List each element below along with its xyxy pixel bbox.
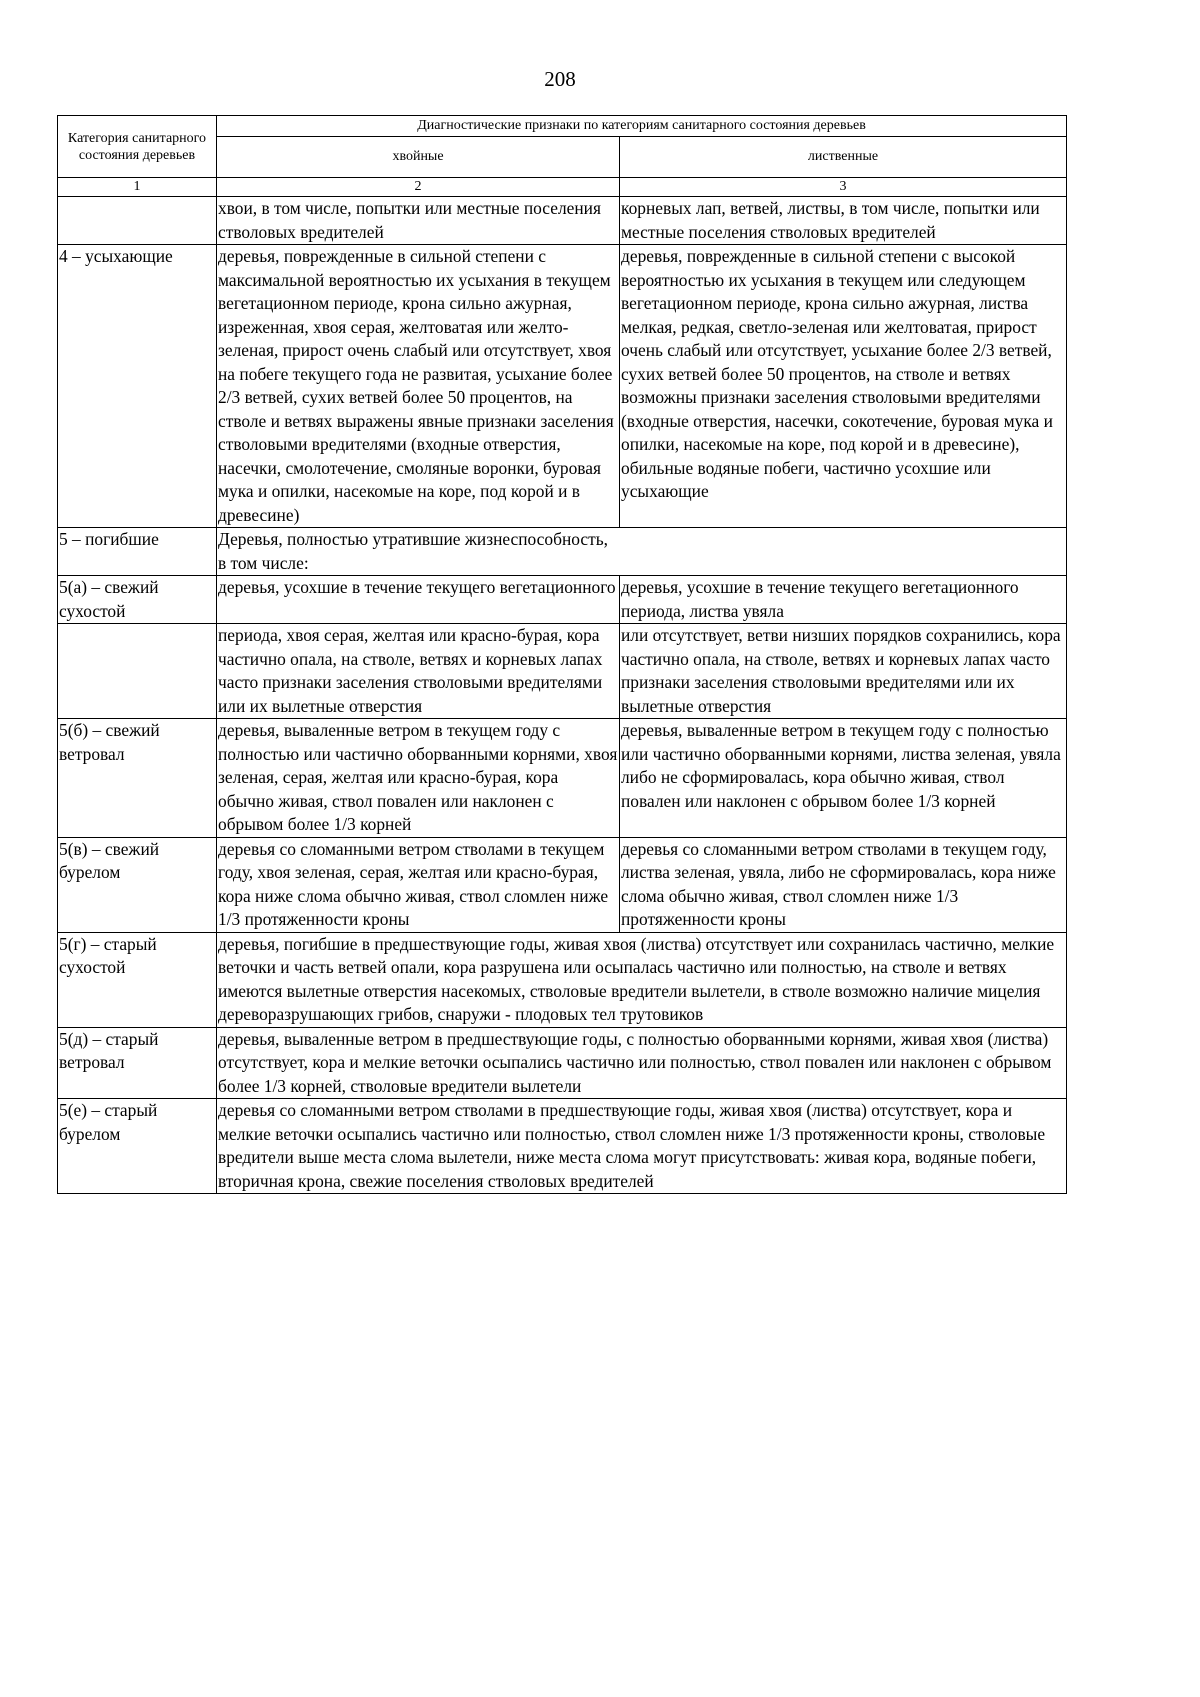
sanitary-condition-table — [57, 115, 1067, 1194]
category-cell: 5(б) – свежий ветровал — [58, 719, 217, 838]
category-cell: 5(г) – старый сухостой — [58, 932, 217, 1027]
category-cell: 5(а) – свежий сухостой — [58, 576, 217, 624]
deciduous-cell: или отсутствует, ветви низших порядков сохранились, кора частично опала, на стволе, ветвях и корневых лапах часто признаки заселения стволовыми вредителями или их вылетные отверстия — [620, 624, 1067, 719]
deciduous-cell: деревья, поврежденные в сильной степени с высокой вероятностью их усыхания в текущем или следующем вегетационном периоде, крона сильно ажурная, листва мелкая, редкая, светло-зеленая или желтоватая, прирост очень слабый или отсутствует, усыхание более 2/3 ветвей, сухих ветвей более 50 процентов, на стволе и ветвях возможны признаки заселения стволовыми вредителями (входные отверстия, насечки, сокотечение, буровая мука и опилки, насекомые на коре, под корой и в древесине), обильные водяные побеги, частично усохшие или усыхающие — [620, 245, 1067, 528]
merged-description-cell: деревья, вываленные ветром в предшествующие годы, с полностью оборванными корнями, живая хвоя (листва) отсутствует, кора и мелкие веточки осыпались частично или полностью, ствол повален или наклонен с обрывом более 1/3 корней, стволовые вредители вылетели — [217, 1027, 1067, 1099]
table-row — [58, 1027, 1067, 1099]
conifers-cell: деревья, поврежденные в сильной степени с максимальной вероятностью их усыхания в текущем вегетационном периоде, крона сильно ажурная, изреженная, хвоя серая, желтоватая или желто-зеленая, прирост очень слабый или отсутствует, хвоя на побеге текущего года не развитая, усыхание более 2/3 ветвей, сухих ветвей более 50 процентов, на стволе и ветвях выражены явные признаки заселения стволовыми вредителями (входные отверстия, насечки, смолотечение, смоляные воронки, буровая мука и опилки, насекомые на коре, под корой и в древесине) — [217, 245, 620, 528]
deciduous-cell: корневых лап, ветвей, листвы, в том числе, попытки или местные поселения стволовых вредителей — [620, 197, 1067, 245]
table-row — [58, 837, 1067, 932]
category-cell: 5(е) – старый бурелом — [58, 1099, 217, 1194]
conifers-cell: деревья, усохшие в течение текущего вегетационного — [217, 576, 620, 624]
table-row — [58, 197, 1067, 245]
table-row — [58, 528, 1067, 576]
table-row — [58, 245, 1067, 528]
column-number-row — [58, 178, 1067, 197]
merged-description-line: Деревья, полностью утратившие жизнеспособность, — [218, 529, 608, 549]
table-row — [58, 624, 1067, 719]
deciduous-cell: деревья, усохшие в течение текущего вегетационного периода, листва увяла — [620, 576, 1067, 624]
column-number: 1 — [58, 178, 217, 197]
diagnostics-column-header: Диагностические признаки по категориям санитарного состояния деревьев — [217, 116, 1067, 137]
column-number: 2 — [217, 178, 620, 197]
category-column-header: Категория санитарного состояния деревьев — [58, 116, 217, 178]
table-row — [58, 1099, 1067, 1194]
table-row — [58, 932, 1067, 1027]
merged-description-cell — [217, 528, 1067, 576]
conifers-cell: хвои, в том числе, попытки или местные поселения стволовых вредителей — [217, 197, 620, 245]
category-cell: 5(в) – свежий бурелом — [58, 837, 217, 932]
column-number: 3 — [620, 178, 1067, 197]
category-cell — [58, 624, 217, 719]
category-cell: 5 – погибшие — [58, 528, 217, 576]
category-cell: 4 – усыхающие — [58, 245, 217, 528]
merged-description-cell: деревья, погибшие в предшествующие годы, живая хвоя (листва) отсутствует или сохранилась частично, мелкие веточки и часть ветвей опали, кора разрушена или осыпалась частично или полностью, на стволе и ветвях имеются вылетные отверстия насекомых, стволовые вредители вылетели, в стволе возможно наличие мицелия дереворазрушающих грибов, снаружи - плодовых тел трутовиков — [217, 932, 1067, 1027]
conifers-cell: деревья со сломанными ветром стволами в текущем году, хвоя зеленая, серая, желтая или красно-бурая, кора ниже слома обычно живая, ствол сломлен ниже 1/3 протяженности кроны — [217, 837, 620, 932]
merged-description-cell: деревья со сломанными ветром стволами в предшествующие годы, живая хвоя (листва) отсутствует, кора и мелкие веточки осыпались частично или полностью, ствол сломлен ниже 1/3 протяженности кроны, стволовые вредители выше места слома вылетели, ниже места слома могут присутствовать: живая кора, водяные побеги, вторичная крона, свежие поселения стволовых вредителей — [217, 1099, 1067, 1194]
page-number: 208 — [544, 67, 576, 91]
conifers-column-header: хвойные — [217, 137, 620, 178]
conifers-cell: периода, хвоя серая, желтая или красно-бурая, кора частично опала, на стволе, ветвях и корневых лапах часто признаки заселения стволовыми вредителями или их вылетные отверстия — [217, 624, 620, 719]
table-row — [58, 719, 1067, 838]
conifers-cell: деревья, вываленные ветром в текущем году с полностью или частично оборванными корнями, хвоя зеленая, серая, желтая или красно-бурая, кора обычно живая, ствол повален или наклонен с обрывом более 1/3 корней — [217, 719, 620, 838]
deciduous-cell: деревья со сломанными ветром стволами в текущем году, листва зеленая, увяла, либо не сформировалась, кора ниже слома обычно живая, ствол сломлен ниже 1/3 протяженности кроны — [620, 837, 1067, 932]
category-cell: 5(д) – старый ветровал — [58, 1027, 217, 1099]
deciduous-column-header: лиственные — [620, 137, 1067, 178]
category-cell — [58, 197, 217, 245]
merged-description-line: в том числе: — [218, 552, 309, 573]
deciduous-cell: деревья, вываленные ветром в текущем году с полностью или частично оборванными корнями, листва зеленая, увяла либо не сформировалась, кора обычно живая, ствол повален или наклонен с обрывом более 1/3 корней — [620, 719, 1067, 838]
table-row — [58, 576, 1067, 624]
